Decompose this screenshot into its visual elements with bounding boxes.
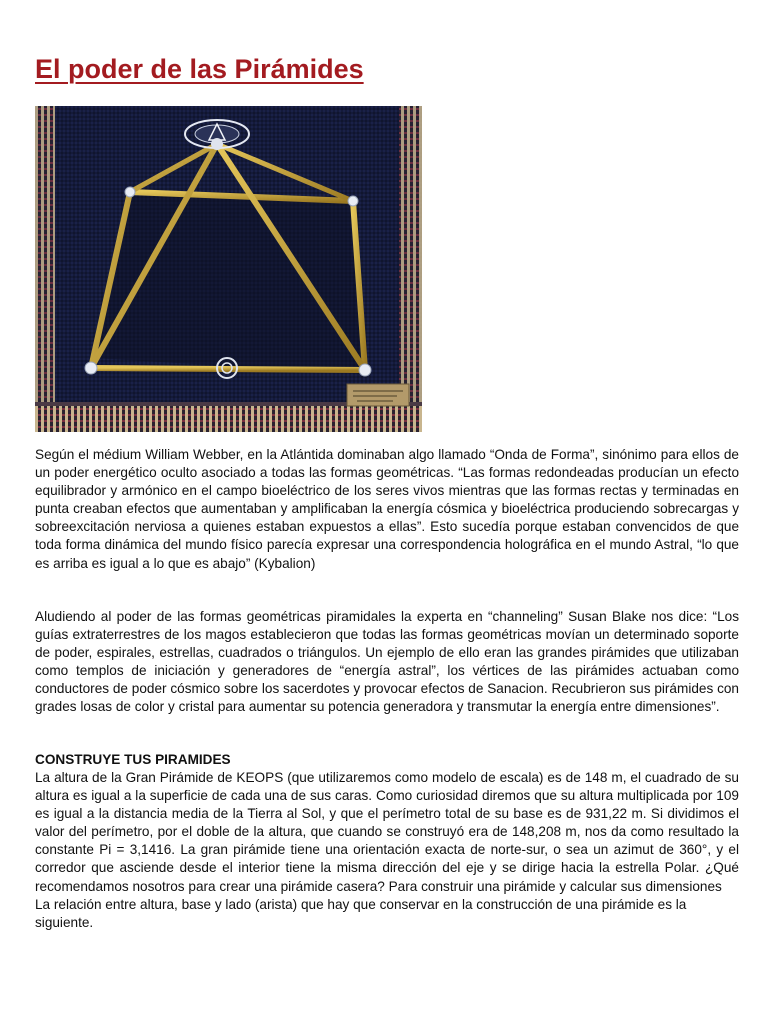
paragraph-keops-closing: La relación entre altura, base y lado (arista) que hay que conservar en la construcción de una pirámide es la siguiente.	[35, 896, 687, 930]
paragraph-intro: Según el médium William Webber, en la Atlántida dominaban algo llamado “Onda de Forma”, sinónimo para ellos de un poder energético oculto asociado a todas las formas geométricas. “Las formas redondeadas producían un efecto equilibrador y armónico en el campo bioeléctrico de los seres vivos mientras que las formas rectas y terminadas en punta creaban efectos que aumentaban y amplificaban la energía cósmica y bioeléctrica produciendo sobrecargas y sobreexcitación nerviosa a quienes estaban expuestos a ellas”. Esto sucedía porque estaban convencidos de que toda forma dinámica del mundo físico parecía expresar una correspondencia holográfica en el mundo Astral, “lo que es arriba es igual a lo que es abajo” (Kybalion)	[35, 447, 739, 571]
page-title: El poder de las Pirámides	[35, 54, 364, 84]
paragraph-channeling: Aludiendo al poder de las formas geométricas piramidales la experta en “channeling” Susan Blake nos dice: “Los guías extraterrestres de los magos establecieron que todas las formas geométricas movían un determinado soporte de poder, espirales, estrellas, cuadrados o triángulos. Un ejemplo de ello eran las grandes pirámides que utilizaban como templos de iniciación y generadores de “energía astral”, los vértices de las pirámides actuaban como conductores de poder cósmico sobre los sacerdotes y provocar efectos de Sanacion. Recubrieron sus pirámides con grades losas de color y cristal para aumentar su potencia generadora y transmutar la energía entre dimensiones”.	[35, 609, 739, 715]
paragraph-keops	[35, 769, 739, 932]
paragraph-keops-body: La altura de la Gran Pirámide de KEOPS (que utilizaremos como modelo de escala) es de 148 m, el cuadrado de su altura es igual a la superficie de cada una de sus caras. Como curiosidad diremos que su altura multiplicada por 109 es igual a la distancia media de la Tierra al Sol, y que el perímetro total de su base es de 931,22 m. Si dividimos el valor del perímetro, por el doble de la altura, que cuando se construyó era de 148,208 m, nos da como resultado la constante Pi = 3,1416. La gran pirámide tiene una orientación exacta de norte-sur, o sea un azimut de 360°, y el corredor que asciende desde el interior tiene la misma dirección del eje y se dirige hacia la estrella Polar. ¿Qué recomendamos nosotros para crear una pirámide casera? Para construir una pirámide y calcular sus dimensiones	[35, 770, 739, 894]
pyramid-photo-icon	[35, 106, 422, 432]
section-heading: CONSTRUYE TUS PIRAMIDES	[35, 752, 231, 767]
document-page	[35, 0, 739, 1024]
